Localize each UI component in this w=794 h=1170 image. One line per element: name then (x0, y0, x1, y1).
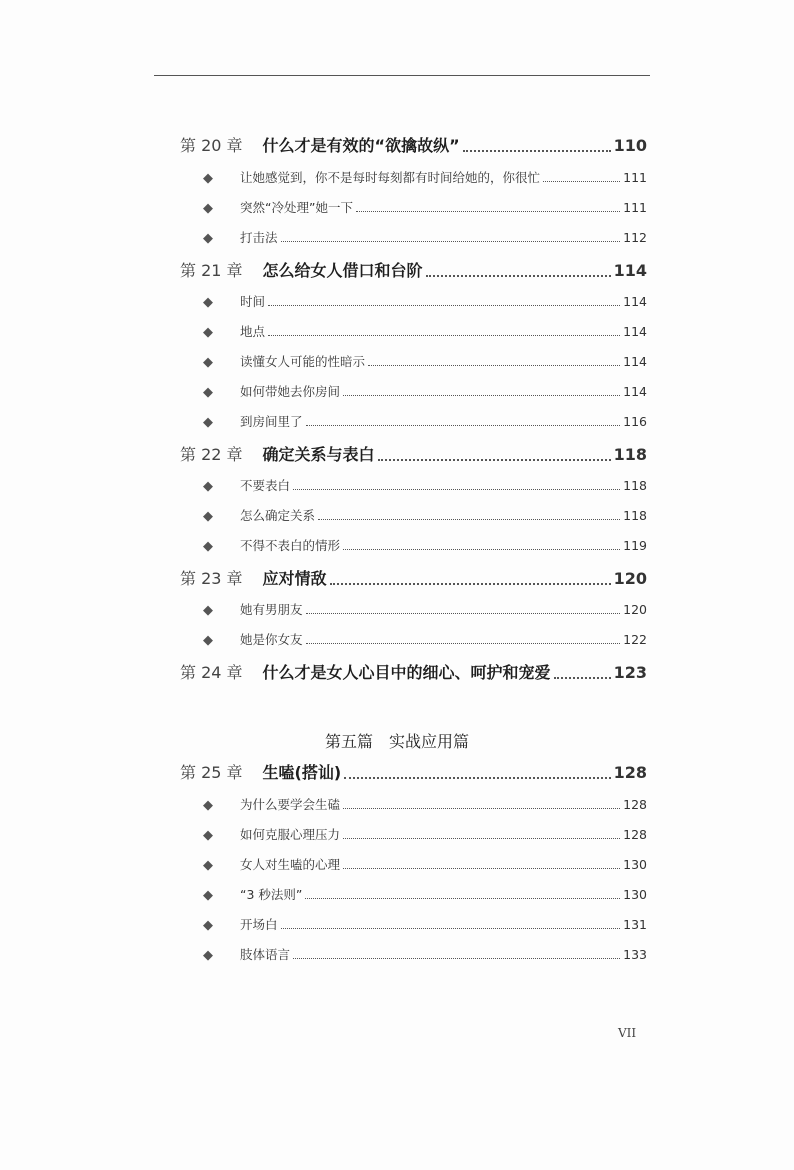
chapter-title: 什么才是有效的“欲擒故纵” (262, 136, 460, 155)
header-rule (154, 75, 650, 76)
diamond-bullet-icon: ◆ (203, 479, 213, 494)
toc-section[interactable] (203, 506, 647, 524)
diamond-bullet-icon: ◆ (203, 171, 213, 186)
toc-section[interactable] (203, 412, 647, 430)
page-number: 122 (623, 632, 647, 647)
page-number: 118 (623, 478, 647, 493)
diamond-bullet-icon: ◆ (203, 798, 213, 813)
page-number: 114 (623, 294, 647, 309)
section-title: 打击法 (240, 230, 278, 245)
page-number: 111 (623, 200, 647, 215)
toc-section[interactable] (203, 600, 647, 618)
page-number: 111 (623, 170, 647, 185)
page-number: 114 (623, 384, 647, 399)
section-title: 开场白 (240, 917, 278, 932)
dot-leader (268, 305, 620, 306)
chapter-number: 第 24 章 (180, 663, 243, 682)
diamond-bullet-icon: ◆ (203, 295, 213, 310)
diamond-bullet-icon: ◆ (203, 888, 213, 903)
diamond-bullet-icon: ◆ (203, 858, 213, 873)
diamond-bullet-icon: ◆ (203, 603, 213, 618)
page-number: 128 (623, 797, 647, 812)
page-number: 118 (623, 508, 647, 523)
page-number: 114 (613, 261, 647, 280)
section-title: 她有男朋友 (240, 602, 303, 617)
diamond-bullet-icon: ◆ (203, 948, 213, 963)
page-number: 119 (623, 538, 647, 553)
section-title: 怎么确定关系 (240, 508, 316, 523)
chapter-number: 第 25 章 (180, 763, 243, 782)
toc-section[interactable] (203, 228, 647, 246)
section-title: 她是你女友 (240, 632, 303, 647)
dot-leader (554, 677, 611, 679)
page-number: 130 (623, 887, 647, 902)
chapter-number: 第 23 章 (180, 569, 243, 588)
diamond-bullet-icon: ◆ (203, 325, 213, 340)
page-number: 114 (623, 354, 647, 369)
section-title: 让她感觉到，你不是每时每刻都有时间给她的，你很忙 (240, 170, 541, 185)
page-number: 110 (613, 136, 647, 155)
dot-leader (543, 181, 620, 182)
toc-section[interactable] (203, 168, 647, 186)
section-title: 不得不表白的情形 (240, 538, 341, 553)
page-number: 131 (623, 917, 647, 932)
chapter-title: 怎么给女人借口和台阶 (262, 261, 423, 280)
toc-section[interactable] (203, 825, 647, 843)
chapter-title: 应对情敌 (262, 569, 327, 588)
dot-leader (268, 335, 620, 336)
diamond-bullet-icon: ◆ (203, 231, 213, 246)
dot-leader (343, 808, 620, 809)
toc-section[interactable] (203, 915, 647, 933)
dot-leader (368, 365, 620, 366)
chapter-title: 什么才是女人心目中的细心、呵护和宠爱 (262, 663, 551, 682)
page-number: 130 (623, 857, 647, 872)
page-folio: VII (618, 1026, 637, 1040)
toc-section[interactable] (203, 382, 647, 400)
page-number: 112 (623, 230, 647, 245)
dot-leader (293, 958, 620, 959)
chapter-number: 第 20 章 (180, 136, 243, 155)
dot-leader (378, 459, 611, 461)
dot-leader (306, 613, 621, 614)
section-title: “3 秒法则” (240, 887, 303, 902)
toc-section[interactable] (203, 536, 647, 554)
section-title: 突然“冷处理”她一下 (240, 200, 353, 215)
dot-leader (343, 395, 620, 396)
section-title: 为什么要学会生磕 (240, 797, 341, 812)
toc-section[interactable] (203, 322, 647, 340)
dot-leader (343, 868, 620, 869)
diamond-bullet-icon: ◆ (203, 385, 213, 400)
dot-leader (330, 583, 611, 585)
chapter-number: 第 21 章 (180, 261, 243, 280)
toc-section[interactable] (203, 630, 647, 648)
dot-leader (318, 519, 620, 520)
toc-section[interactable] (203, 292, 647, 310)
section-title: 读懂女人可能的性暗示 (240, 354, 366, 369)
toc-section[interactable] (203, 885, 647, 903)
page-number: 133 (623, 947, 647, 962)
page-number: 116 (623, 414, 647, 429)
section-title: 时间 (240, 294, 266, 309)
dot-leader (463, 150, 611, 152)
page-number: 120 (623, 602, 647, 617)
dot-leader (306, 425, 621, 426)
toc-chapter-20[interactable] (180, 133, 647, 156)
dot-leader (306, 643, 621, 644)
diamond-bullet-icon: ◆ (203, 509, 213, 524)
diamond-bullet-icon: ◆ (203, 918, 213, 933)
section-title: 如何带她去你房间 (240, 384, 341, 399)
toc-chapter-22[interactable] (180, 442, 647, 465)
dot-leader (293, 489, 620, 490)
diamond-bullet-icon: ◆ (203, 355, 213, 370)
dot-leader (356, 211, 620, 212)
dot-leader (305, 898, 620, 899)
section-title: 肢体语言 (240, 947, 291, 962)
dot-leader (281, 241, 621, 242)
chapter-number: 第 22 章 (180, 445, 243, 464)
toc-section[interactable] (203, 352, 647, 370)
page-number: 120 (613, 569, 647, 588)
section-title: 不要表白 (240, 478, 291, 493)
chapter-title: 生嗑(搭讪) (262, 763, 342, 782)
dot-leader (281, 928, 621, 929)
section-title: 女人对生嗑的心理 (240, 857, 341, 872)
toc-chapter-23[interactable] (180, 566, 647, 589)
dot-leader (344, 777, 610, 779)
page-number: 128 (613, 763, 647, 782)
toc-section[interactable] (203, 198, 647, 216)
part-heading: 第五篇 实战应用篇 (324, 732, 469, 751)
toc-section[interactable] (203, 945, 647, 963)
section-title: 到房间里了 (240, 414, 303, 429)
toc-section[interactable] (203, 795, 647, 813)
page-number: 123 (613, 663, 647, 682)
dot-leader (343, 549, 620, 550)
page-number: 128 (623, 827, 647, 842)
toc-chapter-24[interactable] (180, 660, 647, 683)
section-title: 如何克服心理压力 (240, 827, 341, 842)
page-number: 118 (613, 445, 647, 464)
toc-section[interactable] (203, 476, 647, 494)
diamond-bullet-icon: ◆ (203, 539, 213, 554)
chapter-title: 确定关系与表白 (262, 445, 375, 464)
toc-section[interactable] (203, 855, 647, 873)
toc-chapter-21[interactable] (180, 258, 647, 281)
dot-leader (343, 838, 620, 839)
toc-chapter-25[interactable] (180, 760, 647, 783)
page-number: 114 (623, 324, 647, 339)
section-title: 地点 (240, 324, 266, 339)
dot-leader (426, 275, 611, 277)
diamond-bullet-icon: ◆ (203, 633, 213, 648)
diamond-bullet-icon: ◆ (203, 201, 213, 216)
diamond-bullet-icon: ◆ (203, 828, 213, 843)
diamond-bullet-icon: ◆ (203, 415, 213, 430)
